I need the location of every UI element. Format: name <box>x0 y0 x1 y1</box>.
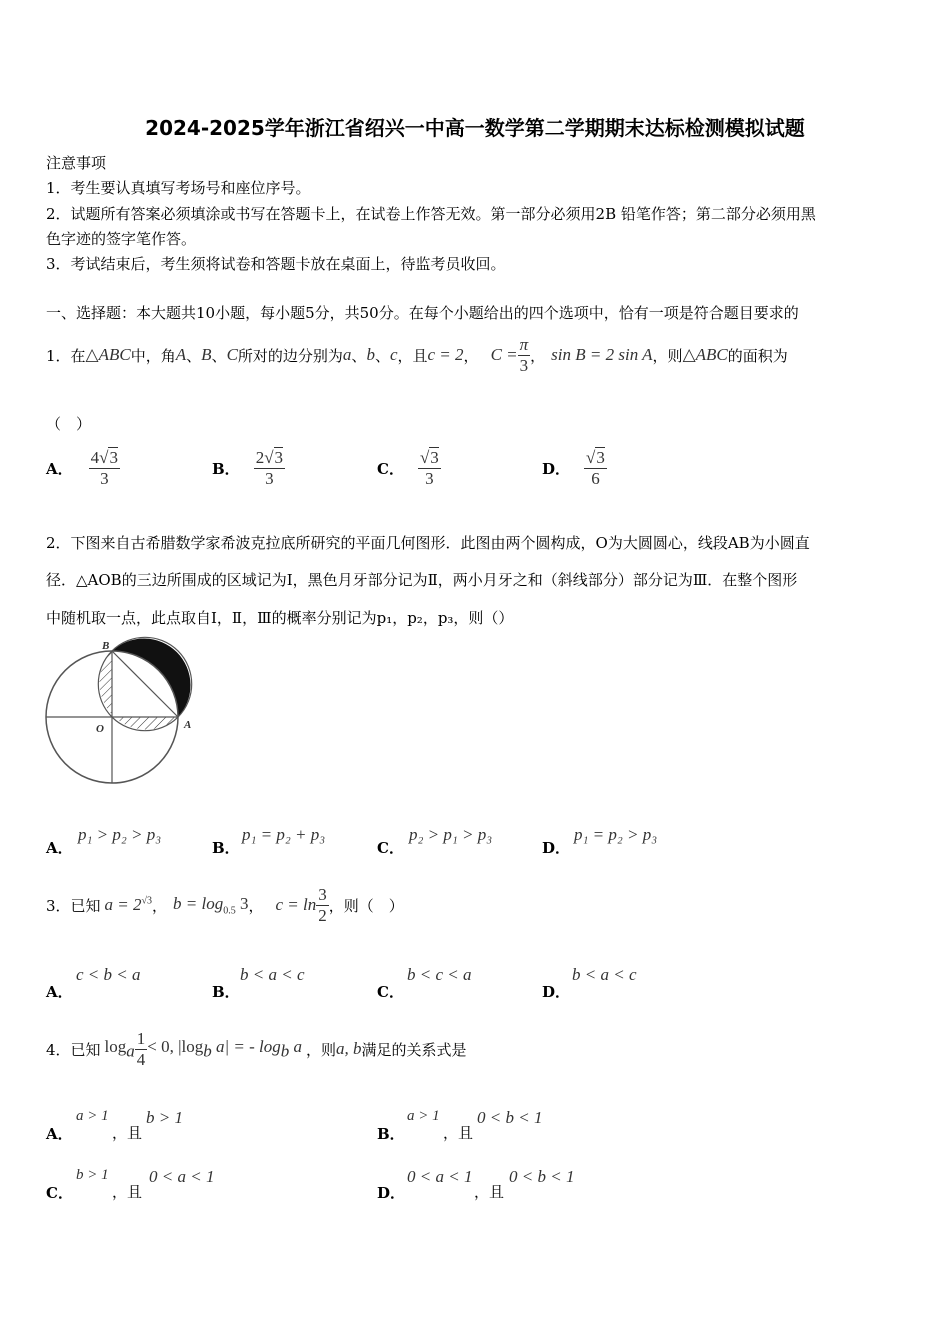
q2-option-c[interactable] <box>377 822 537 857</box>
q3-option-d[interactable] <box>542 964 702 1000</box>
q2-text-line: 中随机取一点，此点取自Ⅰ，Ⅱ，Ⅲ的概率分别记为p₁，p₂，p₃，则（） <box>46 609 514 627</box>
notice-item: 1．考生要认真填写考场号和座位序号。 <box>46 179 311 197</box>
q3-fraction <box>316 885 329 926</box>
notice-item: 3．考试结束后，考生须将试卷和答题卡放在桌面上，待监考员收回。 <box>46 255 506 273</box>
q1-math: a <box>342 345 352 364</box>
q3-option-b[interactable] <box>212 964 372 1000</box>
q3-option-c[interactable] <box>377 964 537 1000</box>
frac-coef: 2 <box>255 448 265 467</box>
option-fraction: $\frac{4√3}{3}$ <box>90 448 118 488</box>
q1-text: 、 <box>186 346 202 365</box>
option-expr: 0 < b < 1 <box>477 1108 543 1127</box>
q1-text: 所对的边分别为 <box>237 346 343 365</box>
question-4 <box>46 1026 467 1072</box>
option-expr: b < c < a <box>407 965 472 984</box>
q2-option-a[interactable] <box>46 822 206 857</box>
frac-radicand: 3 <box>596 448 605 467</box>
q1-math: A <box>175 345 187 364</box>
frac-radicand: 3 <box>109 448 118 467</box>
q4-option-c[interactable] <box>46 1165 346 1201</box>
q1-text: ， <box>463 346 479 365</box>
q3-math: a = 2 <box>104 895 142 914</box>
q4-text: ，则 <box>306 1040 337 1059</box>
q3-text: ， <box>248 896 264 915</box>
frac-coef: 4 <box>90 448 100 467</box>
q1-text: 的面积为 <box>727 346 788 365</box>
q1-math: B <box>201 345 212 364</box>
q1-option-a[interactable] <box>46 448 120 489</box>
q1-option-b[interactable] <box>212 448 285 489</box>
q3-option-a[interactable] <box>46 964 206 1000</box>
option-fraction: $\frac{√3}{3}$ <box>419 448 439 488</box>
q1-frac-den: 3 <box>518 355 531 376</box>
q1-math: C <box>226 345 238 364</box>
q4-text: 满足的关系式是 <box>361 1040 467 1059</box>
option-text: ，且 <box>474 1183 505 1201</box>
q1-math: sin B = 2 sin A <box>551 345 653 364</box>
option-expr: p₁ = p₂ > p₃ <box>574 825 658 844</box>
option-label: B． <box>212 839 240 857</box>
q3-math: c = ln <box>275 895 317 914</box>
question-1 <box>46 332 788 378</box>
option-label: B． <box>212 460 240 478</box>
option-expr: a > 1 <box>76 1108 109 1124</box>
option-text: ，且 <box>112 1183 143 1201</box>
option-label: A． <box>46 460 73 478</box>
option-label: C． <box>377 983 404 1001</box>
notice-item: 2．试题所有答案必须填涂或书写在答题卡上，在试卷上作答无效。第一部分必须用2B 铅笔作答；第二部分必须用黑 <box>46 205 816 223</box>
q1-text: 、 <box>374 346 390 365</box>
option-label: C． <box>377 839 404 857</box>
q3-text: ，则（ ） <box>328 896 404 915</box>
notice-item: 色字迹的签字笔作答。 <box>46 230 197 248</box>
q2-text-line: 径．△AOB的三边所围成的区域记为I，黑色月牙部分记为Ⅱ，两小月牙之和（斜线部分）部分记为Ⅲ．在整个图形 <box>46 571 798 589</box>
q4-option-b[interactable] <box>377 1106 677 1142</box>
frac-den: 3 <box>418 468 441 489</box>
question-3 <box>46 882 404 928</box>
q2-figure <box>44 635 204 785</box>
option-expr: 0 < a < 1 <box>149 1167 215 1186</box>
q3-log-base: 0.5 <box>223 905 236 917</box>
q1-math: C = <box>490 345 518 364</box>
option-label: B． <box>212 983 240 1001</box>
option-expr: b < a < c <box>572 965 637 984</box>
q3-text: ， <box>152 896 168 915</box>
q3-math: b = log <box>173 893 224 913</box>
q1-math: c <box>389 345 398 364</box>
label-a: A <box>184 719 192 731</box>
option-expr: p₂ > p₁ > p₃ <box>409 825 493 844</box>
option-label: A． <box>46 1125 73 1143</box>
option-expr: 0 < a < 1 <box>407 1167 473 1186</box>
q2-option-d[interactable] <box>542 822 702 857</box>
option-label: A． <box>46 839 73 857</box>
q1-text: ，则 <box>652 346 683 365</box>
frac-den: 2 <box>318 905 327 925</box>
q4-math: a <box>293 1036 303 1056</box>
page-title: 2024-2025学年浙江省绍兴一中高一数学第二学期期末达标检测模拟试题 <box>145 116 805 140</box>
frac-radicand: 3 <box>430 448 439 467</box>
q4-math: a, b <box>336 1039 362 1058</box>
q1-math: b <box>366 345 375 364</box>
q3-exponent: √3 <box>141 895 153 907</box>
q1-option-c[interactable] <box>377 448 441 489</box>
option-label: A． <box>46 983 73 1001</box>
option-label: C． <box>377 460 404 478</box>
option-text: ，且 <box>112 1124 143 1142</box>
option-expr: b > 1 <box>76 1167 109 1183</box>
q1-answer-paren: （ ） <box>46 415 92 433</box>
option-label: D． <box>542 460 571 478</box>
q4-option-d[interactable] <box>377 1165 677 1201</box>
q2-option-b[interactable] <box>212 822 372 857</box>
q4-math: < 0, |log <box>147 1036 204 1056</box>
q4-math: log <box>104 1036 127 1056</box>
q1-text: 、 <box>211 346 227 365</box>
frac-den: 3 <box>254 468 285 489</box>
q1-frac-num: π <box>519 334 529 354</box>
option-label: B． <box>377 1125 405 1143</box>
option-expr: 0 < b < 1 <box>509 1167 575 1186</box>
option-expr: p₁ > p₂ > p₃ <box>78 825 162 844</box>
q2-text-line: 2．下图来自古希腊数学家希波克拉底所研究的平面几何图形．此图由两个圆构成，O为大圆圆心，线段AB为小圆直 <box>46 534 810 552</box>
q4-math: a| = - log <box>216 1036 281 1056</box>
q1-fraction <box>518 335 531 376</box>
option-fraction: $\frac{√3}{6}$ <box>586 448 605 488</box>
option-expr: b < a < c <box>240 965 305 984</box>
section-heading: 一、选择题：本大题共10小题，每小题5分，共50分。在每个小题给出的四个选项中，恰有一项是符合题目要求的 <box>46 304 799 322</box>
option-label: C． <box>46 1184 73 1202</box>
option-label: D． <box>377 1184 406 1202</box>
option-expr: a > 1 <box>407 1108 440 1124</box>
q4-log-base: b <box>280 1041 290 1061</box>
q4-text: 4．已知 <box>46 1040 101 1059</box>
option-label: D． <box>542 839 571 857</box>
q1-math: △ABC <box>682 345 728 364</box>
frac-num: 1 <box>136 1028 146 1048</box>
q3-text: 3．已知 <box>46 896 101 915</box>
option-fraction: $\frac{2√3}{3}$ <box>255 448 284 488</box>
option-expr: p₁ = p₂ + p₃ <box>242 825 326 844</box>
q1-text: ，且 <box>397 346 428 365</box>
frac-den: 6 <box>584 468 607 489</box>
notice-heading: 注意事项 <box>46 154 107 172</box>
q1-option-d[interactable] <box>542 448 607 489</box>
frac-den: 3 <box>89 468 120 489</box>
q1-math: △ABC <box>85 345 131 364</box>
option-text: ，且 <box>443 1124 474 1142</box>
frac-radicand: 3 <box>274 448 284 467</box>
q4-option-a[interactable] <box>46 1106 346 1142</box>
q1-text: ， <box>530 346 546 365</box>
q4-log-base: b <box>203 1041 212 1061</box>
label-b: B <box>102 640 110 652</box>
option-expr: b > 1 <box>146 1108 183 1127</box>
q4-fraction <box>135 1029 148 1070</box>
q3-log-arg: 3 <box>240 893 249 913</box>
q1-text: 、 <box>351 346 367 365</box>
label-o: O <box>96 723 104 735</box>
option-label: D． <box>542 983 571 1001</box>
frac-den: 4 <box>136 1049 146 1069</box>
q1-text: 1．在 <box>46 346 86 365</box>
q1-text: 中，角 <box>130 346 176 365</box>
q4-log-base: a <box>126 1041 135 1061</box>
option-expr: c < b < a <box>76 965 141 984</box>
frac-num: 3 <box>318 884 327 904</box>
q1-math: c = 2 <box>427 345 464 364</box>
